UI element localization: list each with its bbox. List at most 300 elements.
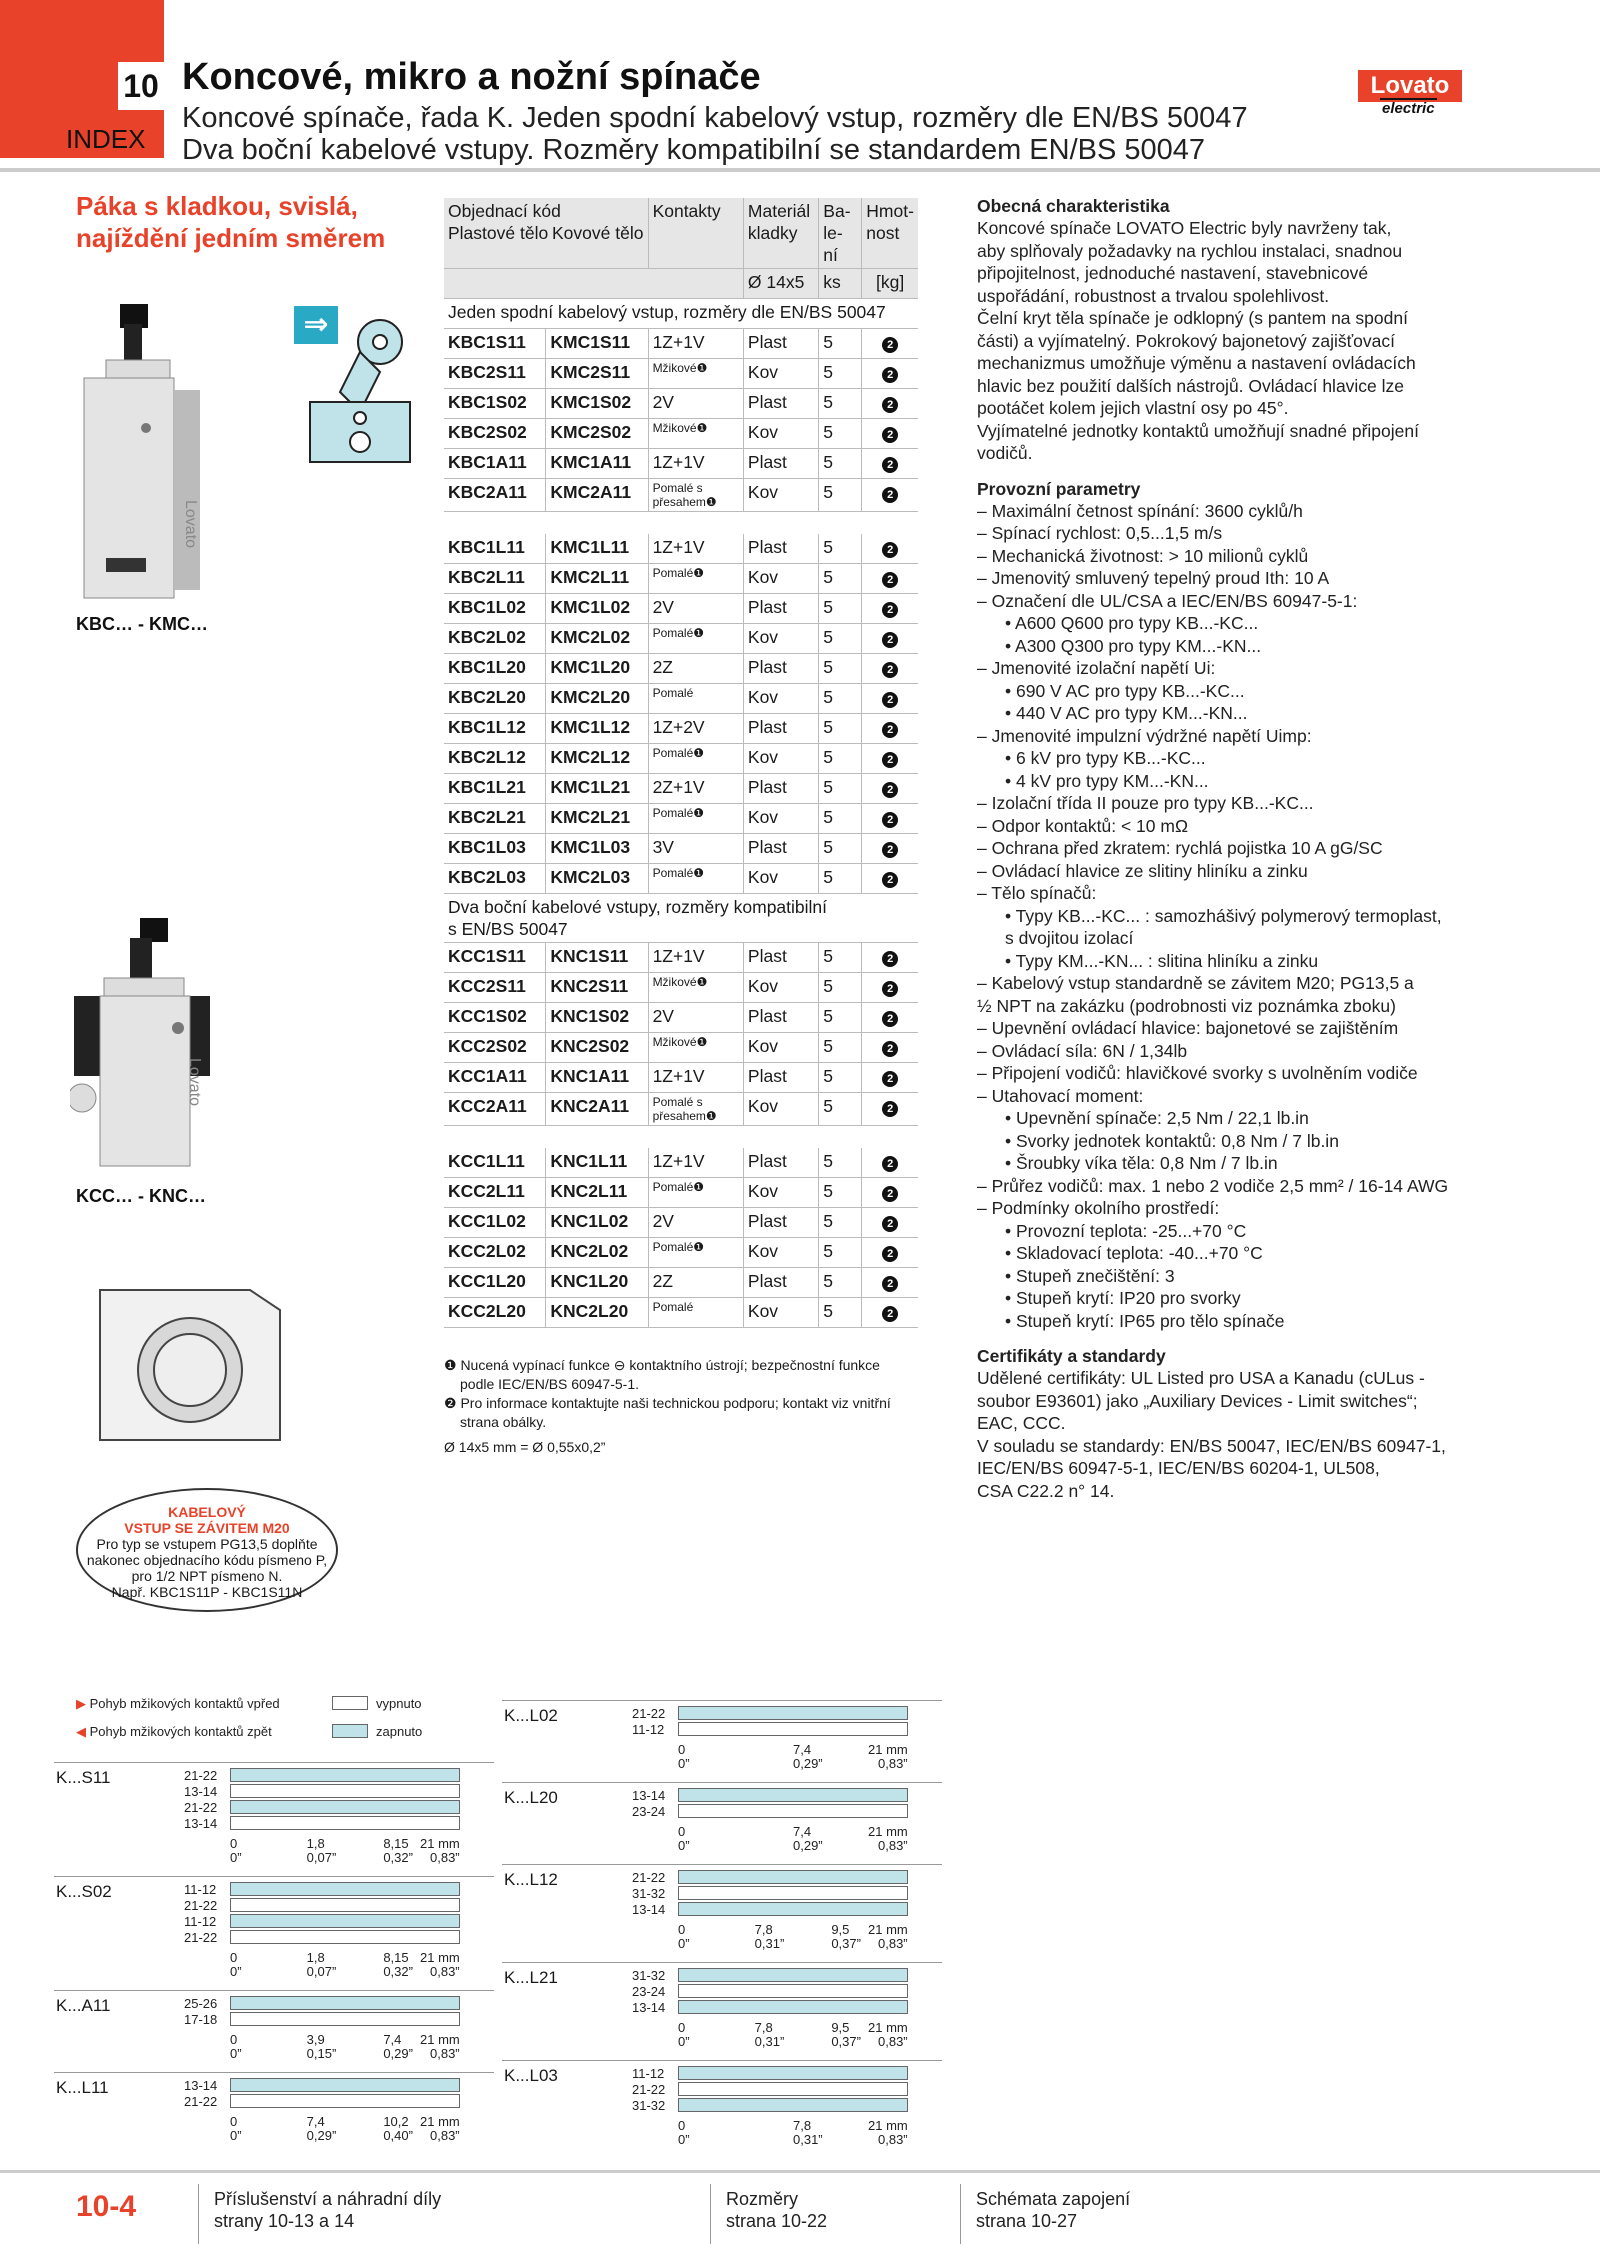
spec-item: – Utahovací moment:	[977, 1085, 1144, 1106]
cert-line: EAC, CCC.	[977, 1413, 1066, 1433]
tick-inch: 0,15”	[306, 2046, 337, 2061]
diagram-divider	[54, 1876, 494, 1877]
terminal-label: 31-32	[632, 2098, 666, 2113]
tick-inch: 0,29”	[383, 2046, 413, 2061]
contact-bar	[230, 1930, 460, 1944]
contacts-type: Pomalé❶	[652, 1180, 705, 1194]
diagram-divider	[54, 1990, 494, 1991]
plastic-code: KBC1L20	[444, 654, 546, 684]
material-cell: Plast	[743, 943, 818, 973]
plastic-code: KCC1A11	[444, 1063, 546, 1093]
terminal-label: 11-12	[184, 1914, 217, 1929]
pack-cell: 5	[819, 624, 862, 654]
terminal-label: 25-26	[184, 1996, 218, 2011]
general-text	[977, 217, 1477, 465]
general-line: Koncové spínače LOVATO Electric byly navrženy tak,	[977, 218, 1392, 238]
tick-inch: 0”	[230, 2046, 242, 2061]
note-2-marker: 2	[882, 457, 898, 473]
callout-text-1: Pro typ se vstupem PG13,5 doplňte	[96, 1536, 318, 1552]
contact-bar	[230, 1768, 460, 1782]
pack-cell: 5	[819, 774, 862, 804]
plastic-code: KBC1L12	[444, 714, 546, 744]
page-number: 10-4	[76, 2190, 137, 2223]
terminal-label: 31-32	[632, 1886, 666, 1901]
contacts-cell	[648, 774, 743, 804]
contact-bar	[230, 1816, 460, 1830]
tick-inch: 0,37”	[831, 2034, 861, 2049]
footer-accessories-pages: strany 10-13 a 14	[214, 2211, 355, 2231]
metal-code: KNC1L02	[546, 1208, 648, 1238]
contacts-value: 2Z+1V	[652, 777, 705, 797]
tick-mm: 8,15	[383, 1950, 409, 1965]
note-2-marker: 2	[882, 752, 898, 768]
weight-cell	[862, 973, 918, 1003]
weight-cell	[862, 1268, 918, 1298]
table-row	[444, 1148, 918, 1178]
material-header: Materiál kladky	[743, 198, 818, 269]
contacts-cell	[648, 329, 743, 359]
pack-cell: 5	[819, 864, 862, 894]
contact-bar	[678, 1870, 908, 1884]
spec-item: • Svorky jednotek kontaktů: 0,8 Nm / 7 lb.in	[1005, 1130, 1339, 1151]
pack-cell: 5	[819, 744, 862, 774]
contacts-type: Mžikové❶	[652, 1035, 708, 1049]
table-row	[444, 774, 918, 804]
unit-pack: ks	[819, 269, 862, 299]
contact-bar	[678, 2082, 908, 2096]
weight-cell	[862, 684, 918, 714]
legend-on: zapnuto	[376, 1724, 423, 1739]
weight-cell	[862, 479, 918, 512]
terminal-label: 21-22	[632, 1706, 666, 1721]
callout-text-3: pro 1/2 NPT písmeno N.	[131, 1568, 283, 1584]
tick-inch: 0,07”	[306, 1850, 337, 1865]
note-2-marker: 2	[882, 951, 898, 967]
pack-cell: 5	[819, 479, 862, 512]
contacts-cell	[648, 864, 743, 894]
table-row	[444, 744, 918, 774]
diagram-name: K...L11	[56, 2078, 109, 2097]
plastic-code: KCC2L11	[444, 1178, 546, 1208]
general-line: vodičů.	[977, 443, 1033, 463]
note-2-marker: 2	[882, 1306, 898, 1322]
cert-line: Udělené certifikáty: UL Listed pro USA a Kanadu (cULus -	[977, 1368, 1425, 1388]
spec-item: • Šroubky víka těla: 0,8 Nm / 7 lb.in	[1005, 1153, 1278, 1173]
contacts-cell	[648, 419, 743, 449]
contacts-cell	[648, 1003, 743, 1033]
group-kcc-snap	[444, 943, 918, 1126]
spec-item: • Typy KM...-KN... : slitina hliníku a zinku	[1005, 950, 1319, 971]
weight-cell	[862, 714, 918, 744]
material-cell: Kov	[743, 804, 818, 834]
pack-cell: 5	[819, 1063, 862, 1093]
pack-cell: 5	[819, 329, 862, 359]
weight-cell	[862, 864, 918, 894]
tick-mm: 0	[230, 2032, 238, 2047]
footer-dimensions-link[interactable]	[726, 2188, 827, 2232]
contacts-type: Mžikové❶	[652, 421, 708, 435]
footer-dimensions-title: Rozměry	[726, 2189, 799, 2209]
general-line: aby splňovaly požadavky na rychlou instalaci, snadnou	[977, 240, 1403, 261]
group-kbc-snap	[444, 329, 918, 512]
note-2-marker: 2	[882, 337, 898, 353]
material-cell: Plast	[743, 714, 818, 744]
weight-cell	[862, 654, 918, 684]
spec-item: • Stupeň krytí: IP65 pro tělo spínače	[1005, 1310, 1285, 1331]
cert-line: soubor E93601) jako „Auxiliary Devices - Limit switches“;	[977, 1390, 1418, 1411]
note-2-marker: 2	[882, 1216, 898, 1232]
contact-bar	[678, 1722, 908, 1736]
plastic-code: KBC1L02	[444, 594, 546, 624]
svg-text:Lovato: Lovato	[182, 500, 199, 549]
pack-cell: 5	[819, 1238, 862, 1268]
contact-diagrams-left	[54, 1762, 494, 2142]
contacts-value: 2Z	[652, 657, 673, 677]
side-entry-line-2: s EN/BS 50047	[448, 919, 568, 939]
contacts-header: Kontakty	[648, 198, 743, 269]
contacts-cell	[648, 449, 743, 479]
cert-line: CSA C22.2 n° 14.	[977, 1480, 1115, 1501]
contact-bar	[230, 2078, 460, 2092]
spec-item: – Izolační třída II pouze pro typy KB...-KC...	[977, 793, 1314, 813]
back-arrow-icon: ◀	[76, 1724, 86, 1739]
pack-cell: 5	[819, 449, 862, 479]
spec-item: – Označení dle UL/CSA a IEC/EN/BS 60947-5-1:	[977, 590, 1358, 611]
terminal-label: 13-14	[184, 1784, 218, 1799]
spec-item: – Jmenovité impulzní výdržné napětí Uimp:	[977, 725, 1312, 746]
table-row	[444, 1003, 918, 1033]
note-2-marker: 2	[882, 981, 898, 997]
table-row	[444, 1208, 918, 1238]
weight-cell	[862, 389, 918, 419]
weight-cell	[862, 1208, 918, 1238]
tick-inch: 0”	[678, 1936, 690, 1951]
variant-title-line-1: Páka s kladkou, svislá,	[76, 191, 358, 221]
contacts-type: Pomalé	[652, 686, 694, 700]
contacts-value: 1Z+1V	[652, 536, 705, 557]
plastic-code: KCC2S11	[444, 973, 546, 1003]
header-divider	[0, 168, 1600, 172]
terminal-label: 13-14	[184, 2078, 218, 2093]
col-order-header	[444, 198, 648, 269]
terminal-label: 23-24	[632, 1804, 666, 1819]
table-notes	[444, 1356, 918, 1457]
legend-back: Pohyb mžikových kontaktů zpět	[89, 1724, 272, 1739]
plastic-code: KCC1S02	[444, 1003, 546, 1033]
tick-inch: 0,83”	[878, 2034, 908, 2049]
spec-item: – Jmenovité izolační napětí Ui:	[977, 658, 1216, 678]
pack-cell: 5	[819, 834, 862, 864]
brand-logo-sub: electric	[1382, 100, 1435, 117]
general-line: připojitelnost, jednoduché nastavení, stavebnicové	[977, 263, 1369, 283]
plastic-code: KBC2L12	[444, 744, 546, 774]
terminal-label: 31-32	[632, 1968, 666, 1983]
table-row	[444, 1298, 918, 1328]
diagram-divider	[54, 2072, 494, 2073]
plastic-code: KCC2S02	[444, 1033, 546, 1063]
contacts-type: Pomalé❶	[652, 746, 705, 760]
plastic-code: KBC2A11	[444, 479, 546, 512]
section-bottom-entry: Jeden spodní kabelový vstup, rozměry dle EN/BS 50047	[444, 299, 918, 329]
diagram-divider	[502, 1700, 942, 1701]
tick-inch: 0,29”	[793, 1838, 823, 1853]
metal-code: KMC1S02	[546, 389, 648, 419]
table-row	[444, 389, 918, 419]
diagram-name: K...L21	[504, 1968, 558, 1987]
diagram-name: K...S11	[56, 1768, 111, 1787]
pack-cell: 5	[819, 534, 862, 564]
metal-code: KMC1L21	[546, 774, 648, 804]
tick-mm: 0	[230, 1950, 238, 1965]
diagram-name: K...L20	[504, 1788, 558, 1807]
footer-separator	[710, 2184, 711, 2244]
cert-line: IEC/EN/BS 60947-5-1, IEC/EN/BS 60204-1, UL508,	[977, 1458, 1380, 1478]
tick-inch: 0”	[678, 1756, 690, 1771]
metal-code: KMC1A11	[546, 449, 648, 479]
tick-inch: 0,83”	[430, 2046, 460, 2061]
pack-cell: 5	[819, 714, 862, 744]
table-row	[444, 564, 918, 594]
group-kbc-slow	[444, 534, 918, 894]
terminal-label: 17-18	[184, 2012, 218, 2027]
contact-bar	[230, 1898, 460, 1912]
pack-cell: 5	[819, 1178, 862, 1208]
cert-line: V souladu se standardy: EN/BS 50047, IEC/EN/BS 60947-1,	[977, 1435, 1446, 1456]
metal-code: KMC1L02	[546, 594, 648, 624]
spec-item: • Provozní teplota: -25...+70 °C	[1005, 1220, 1247, 1241]
spec-item: – Podmínky okolního prostředí:	[977, 1198, 1220, 1218]
note-2-marker: 2	[882, 427, 898, 443]
contacts-type: Pomalé❶	[652, 626, 705, 640]
tick-mm: 7,8	[754, 1922, 773, 1937]
note-2-marker: 2	[882, 782, 898, 798]
tick-mm: 7,8	[793, 2118, 812, 2133]
material-cell: Kov	[743, 744, 818, 774]
spec-item: – Mechanická životnost: > 10 milionů cyklů	[977, 545, 1309, 566]
weight-cell	[862, 744, 918, 774]
diagram-divider	[54, 1762, 494, 1763]
tick-mm: 21 mm	[868, 2020, 908, 2035]
contacts-cell	[648, 479, 743, 512]
contact-bar	[678, 1804, 908, 1818]
pack-cell: 5	[819, 654, 862, 684]
note-2-marker: 2	[882, 842, 898, 858]
pack-cell: 5	[819, 419, 862, 449]
material-cell: Kov	[743, 1178, 818, 1208]
spec-item: – Jmenovitý smluvený tepelný proud Ith: 10 A	[977, 568, 1330, 588]
pack-cell: 5	[819, 594, 862, 624]
contacts-value: 3V	[652, 837, 674, 857]
contacts-cell	[648, 1178, 743, 1208]
footer-accessories-title: Příslušenství a náhradní díly	[214, 2189, 442, 2209]
terminal-label: 11-12	[632, 1722, 665, 1737]
weight-cell	[862, 419, 918, 449]
note-2-marker: 2	[882, 572, 898, 588]
note-2-marker: 2	[882, 662, 898, 678]
metal-code: KMC2L03	[546, 864, 648, 894]
tick-inch: 0”	[230, 1964, 242, 1979]
metal-code: KMC2L20	[546, 684, 648, 714]
material-cell: Kov	[743, 419, 818, 449]
callout-title-1: KABELOVÝ	[168, 1504, 246, 1520]
cable-entry-drawing	[70, 1270, 290, 1450]
pack-header: Ba-le-ní	[819, 198, 862, 269]
plastic-code: KBC2L03	[444, 864, 546, 894]
note-2-marker: 2	[882, 1011, 898, 1027]
metal-code: KMC2L11	[546, 564, 648, 594]
tick-mm: 0	[678, 2020, 686, 2035]
table-row	[444, 1238, 918, 1268]
weight-cell	[862, 1238, 918, 1268]
tick-inch: 0,83”	[878, 1756, 908, 1771]
tick-inch: 0,32”	[383, 1850, 413, 1865]
spec-item: • Skladovací teplota: -40...+70 °C	[1005, 1243, 1263, 1263]
tick-mm: 0	[678, 1922, 686, 1937]
spec-item: – Připojení vodičů: hlavičkové svorky s uvolněním vodiče	[977, 1063, 1418, 1083]
metal-code: KMC2L21	[546, 804, 648, 834]
note-2-marker: 2	[882, 692, 898, 708]
weight-cell	[862, 1033, 918, 1063]
tick-mm: 0	[678, 1824, 686, 1839]
pack-cell: 5	[819, 1298, 862, 1328]
tick-mm: 9,5	[831, 2020, 850, 2035]
contacts-cell	[648, 1148, 743, 1178]
tick-mm: 0	[678, 1742, 686, 1757]
table-row	[444, 943, 918, 973]
table-row	[444, 1063, 918, 1093]
tick-mm: 0	[230, 2114, 238, 2129]
contacts-cell	[648, 1238, 743, 1268]
table-row	[444, 359, 918, 389]
spec-item: • Upevnění spínače: 2,5 Nm / 22,1 lb.in	[1005, 1108, 1309, 1128]
tick-inch: 0,31”	[754, 2034, 785, 2049]
metal-code: KNC2S02	[546, 1033, 648, 1063]
diagram-legend	[76, 1696, 516, 1756]
material-cell: Plast	[743, 594, 818, 624]
tick-mm: 21 mm	[868, 2118, 908, 2133]
table-row	[444, 329, 918, 359]
spec-item: s dvojitou izolací	[1005, 928, 1134, 948]
metal-code: KNC1A11	[546, 1063, 648, 1093]
index-link[interactable]: INDEX	[66, 124, 146, 154]
note-2-marker: 2	[882, 1246, 898, 1262]
note-2: ❷ Pro informace kontaktujte naši technickou podporu; kontakt viz vnitřní	[444, 1395, 891, 1411]
terminal-label: 11-12	[632, 2066, 665, 2081]
footer-wiring-link[interactable]	[976, 2188, 1130, 2232]
plastic-code: KCC1L11	[444, 1148, 546, 1178]
spec-item: – Ovládací hlavice ze slitiny hliníku a zinku	[977, 860, 1308, 881]
note-2-cont: strana obálky.	[460, 1414, 547, 1430]
svg-text:Lovato: Lovato	[186, 1058, 203, 1107]
contact-bar	[678, 1788, 908, 1802]
table-row	[444, 804, 918, 834]
footer-separator	[198, 2184, 199, 2244]
contact-bar	[230, 2012, 460, 2026]
contact-diagrams-right	[502, 1700, 942, 2150]
spec-item: • 4 kV pro typy KM...-KN...	[1005, 770, 1209, 791]
diagram-divider	[502, 1962, 942, 1963]
weight-cell	[862, 1148, 918, 1178]
brand-logo: Lovato	[1358, 70, 1462, 102]
diagram-name: K...S02	[56, 1882, 112, 1901]
footer-divider	[0, 2170, 1600, 2173]
weight-cell	[862, 449, 918, 479]
page-title: Koncové, mikro a nožní spínače	[182, 56, 761, 98]
pack-cell: 5	[819, 804, 862, 834]
contacts-value: 2V	[652, 597, 674, 617]
pack-cell: 5	[819, 973, 862, 1003]
metal-code: KMC2L02	[546, 624, 648, 654]
diagram-name: K...L03	[504, 2066, 558, 2085]
general-line: Vyjímatelné jednotky kontaktů umožňují snadné připojení	[977, 420, 1419, 441]
contact-bar	[230, 2094, 460, 2108]
page-subtitle-2: Dva boční kabelové vstupy. Rozměry kompatibilní se standardem EN/BS 50047	[182, 134, 1206, 166]
material-cell: Kov	[743, 684, 818, 714]
diagram-divider	[502, 1782, 942, 1783]
footer-wiring-page: strana 10-27	[976, 2211, 1078, 2231]
pack-cell: 5	[819, 1148, 862, 1178]
contacts-cell	[648, 973, 743, 1003]
weight-cell	[862, 1093, 918, 1126]
tick-mm: 7,8	[754, 2020, 773, 2035]
spec-column	[977, 196, 1477, 1502]
contacts-cell	[648, 714, 743, 744]
general-line: mechanizmus umožňuje výměnu a nastavení ovládacích	[977, 353, 1416, 373]
weight-cell	[862, 1003, 918, 1033]
note-2-marker: 2	[882, 1071, 898, 1087]
contact-bar	[678, 1902, 908, 1916]
tick-mm: 1,8	[306, 1836, 325, 1851]
material-cell: Plast	[743, 1063, 818, 1093]
note-2-marker: 2	[882, 872, 898, 888]
note-2-marker: 2	[882, 1101, 898, 1117]
note-2-marker: 2	[882, 812, 898, 828]
page-subtitle-1: Koncové spínače, řada K. Jeden spodní kabelový vstup, rozměry dle EN/BS 50047	[182, 102, 1248, 134]
table-row	[444, 534, 918, 564]
plastic-code: KBC1S02	[444, 389, 546, 419]
contact-bar	[230, 1914, 460, 1928]
footer-accessories-link[interactable]	[214, 2188, 441, 2232]
metal-code: KNC1L11	[546, 1148, 648, 1178]
table-row	[444, 684, 918, 714]
material-cell: Plast	[743, 1148, 818, 1178]
contacts-cell	[648, 804, 743, 834]
table-row	[444, 864, 918, 894]
contact-bar	[678, 1984, 908, 1998]
tick-inch: 0”	[230, 2128, 242, 2143]
weight-cell	[862, 1063, 918, 1093]
right-arrow-icon: ⇒	[294, 306, 338, 344]
metal-code: KMC1S11	[546, 329, 648, 359]
tick-mm: 21 mm	[420, 2114, 460, 2129]
order-table	[444, 198, 918, 1328]
spec-item: – Ovládací síla: 6N / 1,34lb	[977, 1040, 1188, 1061]
tick-inch: 0,31”	[793, 2132, 823, 2147]
weight-cell	[862, 1178, 918, 1208]
spec-item: • Typy KB...-KC... : samozhášivý polymerový termoplast,	[1005, 905, 1442, 926]
general-line: části) a vyjímatelný. Pokrokový bajonetový zajišťovací	[977, 330, 1395, 351]
section-number: 10	[118, 62, 164, 110]
plastic-code: KCC2L20	[444, 1298, 546, 1328]
tick-inch: 0,32”	[383, 1964, 413, 1979]
contacts-cell	[648, 564, 743, 594]
section-side-entry	[444, 894, 918, 943]
tick-mm: 7,4	[793, 1742, 812, 1757]
contact-bar	[230, 1996, 460, 2010]
contacts-value: 2V	[652, 1211, 674, 1231]
contacts-cell	[648, 834, 743, 864]
contacts-type: Pomalé❶	[652, 806, 705, 820]
